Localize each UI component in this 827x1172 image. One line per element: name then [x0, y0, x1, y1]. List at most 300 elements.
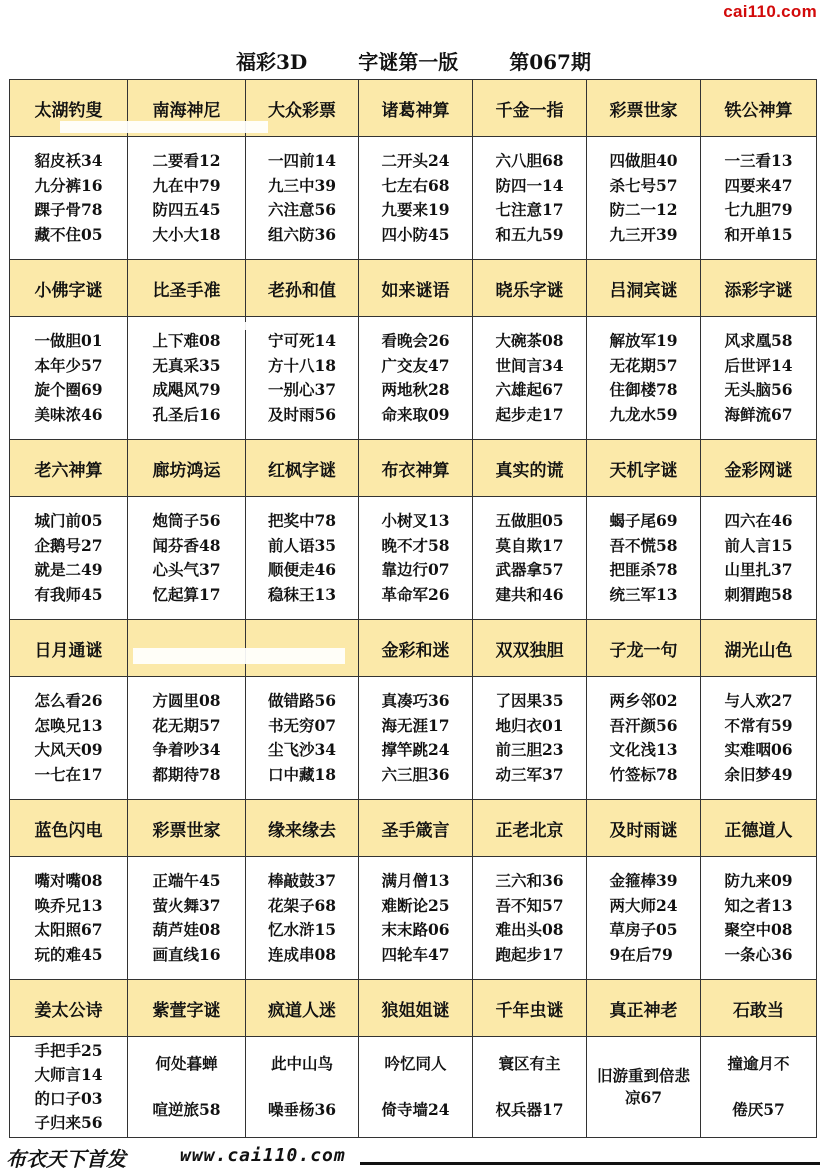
- riddle-line: 防四五45: [152, 200, 221, 219]
- riddle-lines: [34, 869, 102, 967]
- riddle-line: 难断论25: [381, 895, 450, 915]
- erased-mark: [210, 322, 358, 330]
- riddle-line: 小树叉13: [381, 511, 450, 530]
- riddle-line: 的口子03: [34, 1089, 103, 1108]
- riddle-line: 撞逾月不: [727, 1054, 790, 1073]
- riddle-line: 文化浅13: [609, 740, 678, 759]
- riddle-line: 不常有59: [724, 715, 793, 735]
- riddle-cell: [128, 137, 246, 260]
- riddle-line: 方圆里08: [152, 691, 221, 710]
- riddle-line: 一四前14: [267, 151, 337, 170]
- riddle-cell: [701, 497, 817, 620]
- riddle-line: 地归衣01: [495, 715, 564, 735]
- riddle-lines: [495, 329, 563, 427]
- riddle-cell: [10, 1037, 128, 1138]
- erased-mark: [133, 648, 345, 664]
- riddle-lines: [246, 1052, 358, 1122]
- riddle-lines: [473, 1052, 586, 1122]
- riddle-line: 貂皮袄34: [34, 151, 103, 170]
- riddle-cell: [701, 137, 817, 260]
- riddle-line: 都期待78: [152, 764, 221, 784]
- riddle-lines: [152, 509, 220, 607]
- riddle-grid: [9, 79, 817, 1138]
- column-title: 千金一指: [473, 80, 587, 137]
- column-title: 天机字谜: [587, 440, 701, 497]
- riddle-line: 权兵器17: [495, 1100, 564, 1119]
- riddle-lines: [381, 329, 449, 427]
- riddle-cell: [128, 857, 246, 980]
- riddle-cell: [587, 677, 701, 800]
- riddle-line: 和五九59: [495, 224, 564, 244]
- riddle-line: 太阳照67: [34, 920, 103, 939]
- riddle-line: 九龙水59: [609, 404, 678, 424]
- riddle-cell: [359, 1037, 473, 1138]
- riddle-line: 前三胆23: [495, 740, 564, 759]
- riddle-line: 吾不慌58: [609, 535, 678, 555]
- riddle-lines: [381, 689, 449, 787]
- riddle-line: 怎唤兄13: [34, 715, 103, 735]
- riddle-lines: [128, 1052, 245, 1122]
- riddle-line: 倚寺墙24: [381, 1100, 450, 1119]
- riddle-lines: [495, 689, 563, 787]
- title-issue: 第067期: [509, 50, 591, 74]
- footer: [0, 1140, 827, 1169]
- riddle-line: 连成串08: [267, 944, 337, 964]
- riddle-line: 建共和46: [495, 584, 564, 604]
- riddle-line: 前人语35: [267, 535, 337, 555]
- riddle-cell: [128, 677, 246, 800]
- column-title: 姜太公诗: [10, 980, 128, 1037]
- riddle-line: 企鹅号27: [34, 535, 103, 555]
- riddle-line: 9在后79: [609, 944, 673, 964]
- riddle-line: 杀七号57: [609, 175, 678, 195]
- riddle-line: 大风天09: [34, 740, 103, 759]
- header-row: [10, 800, 817, 857]
- riddle-line: 子归来56: [34, 1113, 103, 1132]
- riddle-line: 画直线16: [152, 944, 221, 964]
- footer-divider: [360, 1162, 820, 1165]
- header-row: [10, 260, 817, 317]
- riddle-line: 旧游重到倍悲凉67: [596, 1065, 690, 1107]
- riddle-line: 组六防36: [267, 224, 337, 244]
- riddle-cell: [359, 317, 473, 440]
- riddle-line: 藏不住05: [34, 224, 103, 244]
- riddle-line: 两乡邻02: [609, 691, 678, 710]
- page-title: [0, 46, 827, 75]
- riddle-row: [10, 677, 817, 800]
- riddle-lines: [268, 689, 336, 787]
- riddle-line: 真凑巧36: [381, 691, 450, 710]
- riddle-line: 命来取09: [381, 404, 450, 424]
- riddle-line: 玩的难45: [34, 944, 103, 964]
- riddle-lines: [495, 509, 563, 607]
- riddle-line: 革命军26: [381, 584, 450, 604]
- riddle-cell: [246, 137, 359, 260]
- riddle-line: 有我师45: [34, 584, 103, 604]
- riddle-line: 闻芬香48: [152, 535, 221, 555]
- column-title: 金彩和迷: [359, 620, 473, 677]
- riddle-line: 稳秣王13: [267, 584, 337, 604]
- riddle-line: 看晚会26: [381, 331, 450, 350]
- riddle-line: 旋个圈69: [34, 380, 103, 399]
- site-logo: cai110.com: [723, 2, 817, 21]
- riddle-lines: [724, 509, 792, 607]
- column-title: 双双独胆: [473, 620, 587, 677]
- riddle-line: 怎么看26: [34, 691, 103, 710]
- riddle-cell: [128, 497, 246, 620]
- riddle-line: 争着吵34: [152, 740, 221, 759]
- riddle-cell: [701, 857, 817, 980]
- riddle-line: 吾不知57: [495, 895, 564, 915]
- riddle-cell: [587, 497, 701, 620]
- riddle-line: 做错路56: [267, 691, 337, 710]
- riddle-lines: [609, 509, 677, 607]
- column-title: 晓乐字谜: [473, 260, 587, 317]
- riddle-line: 起步走17: [495, 404, 564, 424]
- header-row: [10, 620, 817, 677]
- riddle-cell: [473, 1037, 587, 1138]
- riddle-line: 山里扎37: [724, 560, 793, 579]
- riddle-cell: [473, 317, 587, 440]
- column-title: 缘来缘去: [246, 800, 359, 857]
- column-title: 正老北京: [473, 800, 587, 857]
- riddle-line: 此中山鸟: [270, 1054, 333, 1073]
- riddle-line: 与人欢27: [724, 691, 793, 710]
- riddle-line: 七左右68: [381, 175, 450, 195]
- riddle-line: 忆水浒15: [267, 920, 337, 939]
- column-title: 小佛字谜: [10, 260, 128, 317]
- riddle-line: 书无穷07: [267, 715, 337, 735]
- riddle-row: [10, 857, 817, 980]
- riddle-cell: [10, 137, 128, 260]
- riddle-line: 六注意56: [267, 200, 337, 219]
- riddle-line: 萤火舞37: [152, 895, 221, 915]
- riddle-lines: [724, 329, 792, 427]
- riddle-line: 动三军37: [495, 764, 564, 784]
- riddle-line: 上下难08: [152, 331, 221, 350]
- riddle-line: 唤乔兄13: [34, 895, 103, 915]
- riddle-line: 世间言34: [495, 355, 564, 375]
- riddle-lines: [152, 149, 220, 247]
- riddle-line: 一做胆01: [34, 331, 103, 350]
- column-title: 正德道人: [701, 800, 817, 857]
- riddle-line: 难出头08: [495, 920, 564, 939]
- column-title: 金彩网谜: [701, 440, 817, 497]
- riddle-cell: [359, 497, 473, 620]
- riddle-line: 后世评14: [724, 355, 793, 375]
- riddle-line: 无花期57: [609, 355, 678, 375]
- riddle-line: 花架子68: [267, 895, 337, 915]
- column-title: 南海神尼: [128, 80, 246, 137]
- riddle-line: 金箍棒39: [609, 871, 678, 890]
- riddle-line: 大碗茶08: [495, 331, 564, 350]
- riddle-line: 无真采35: [152, 355, 221, 375]
- riddle-line: 手把手25: [34, 1041, 103, 1060]
- riddle-line: 心头气37: [152, 560, 221, 579]
- riddle-lines: [495, 869, 563, 967]
- title-lottery: 福彩3D: [236, 50, 308, 74]
- riddle-line: 大小大18: [152, 224, 221, 244]
- riddle-cell: [246, 1037, 359, 1138]
- riddle-row-last: [10, 1037, 817, 1138]
- column-title: 疯道人迷: [246, 980, 359, 1037]
- riddle-row: [10, 497, 817, 620]
- riddle-lines: [34, 509, 102, 607]
- riddle-lines: [609, 869, 677, 967]
- riddle-line: 防九来09: [724, 871, 793, 890]
- riddle-lines: [381, 869, 449, 967]
- riddle-line: 二开头24: [381, 151, 450, 170]
- header-row: [10, 440, 817, 497]
- riddle-lines: [152, 329, 220, 427]
- riddle-lines: [724, 869, 792, 967]
- column-title: 添彩字谜: [701, 260, 817, 317]
- riddle-lines: [359, 1052, 472, 1122]
- riddle-lines: [34, 1039, 102, 1135]
- riddle-line: 七注意17: [495, 200, 564, 219]
- riddle-cell: [128, 317, 246, 440]
- column-title: 老孙和值: [246, 260, 359, 317]
- riddle-line: 吾汗颜56: [609, 715, 678, 735]
- riddle-line: 及时雨56: [267, 404, 337, 424]
- riddle-line: 二要看12: [152, 151, 221, 170]
- riddle-cell: [246, 857, 359, 980]
- riddle-lines: [152, 869, 220, 967]
- riddle-line: 美味浓46: [34, 404, 103, 424]
- riddle-line: 一七在17: [34, 764, 103, 784]
- riddle-cell: [10, 677, 128, 800]
- riddle-line: 防四一14: [495, 175, 564, 195]
- title-edition: 字谜第一版: [358, 50, 459, 74]
- riddle-line: 踝子骨78: [34, 200, 103, 219]
- riddle-line: 九在中79: [152, 175, 221, 195]
- riddle-line: 满月僧13: [381, 871, 450, 890]
- riddle-line: 实难咽06: [724, 740, 793, 759]
- riddle-line: 大师言14: [34, 1065, 103, 1084]
- riddle-lines: [268, 509, 336, 607]
- riddle-line: 武器拿57: [495, 560, 564, 579]
- column-title: 红枫字谜: [246, 440, 359, 497]
- riddle-line: 莫自欺17: [495, 535, 564, 555]
- riddle-cell: [359, 137, 473, 260]
- riddle-line: 喧逆旅58: [152, 1100, 221, 1119]
- riddle-cell: [701, 1037, 817, 1138]
- riddle-line: 住御楼78: [609, 380, 678, 399]
- column-title: 子龙一句: [587, 620, 701, 677]
- riddle-lines: [609, 149, 677, 247]
- riddle-line: 噪垂杨36: [267, 1100, 337, 1119]
- riddle-line: 把奖中78: [267, 511, 337, 530]
- riddle-lines: [381, 509, 449, 607]
- riddle-cell: [587, 1037, 701, 1138]
- riddle-cell: [473, 857, 587, 980]
- column-title: 吕洞宾谜: [587, 260, 701, 317]
- riddle-lines: [152, 689, 220, 787]
- riddle-line: 九三开39: [609, 224, 678, 244]
- riddle-line: 草房子05: [609, 920, 678, 939]
- riddle-cell: [10, 857, 128, 980]
- riddle-line: 城门前05: [34, 511, 103, 530]
- column-title: 真正神老: [587, 980, 701, 1037]
- riddle-line: 忆起算17: [152, 584, 221, 604]
- riddle-line: 一三看13: [724, 151, 793, 170]
- riddle-cell: [10, 317, 128, 440]
- riddle-cell: [473, 497, 587, 620]
- riddle-line: 六三胆36: [381, 764, 450, 784]
- column-title: 彩票世家: [587, 80, 701, 137]
- column-title: 太湖钓叟: [10, 80, 128, 137]
- riddle-lines: [609, 689, 677, 787]
- riddle-line: 竹签标78: [609, 764, 678, 784]
- column-title: 布衣神算: [359, 440, 473, 497]
- riddle-line: 口中藏18: [267, 764, 337, 784]
- riddle-line: 四轮车47: [381, 944, 450, 964]
- footer-brand: 布衣天下首发: [6, 1149, 126, 1171]
- riddle-line: 棒敲鼓37: [267, 871, 337, 890]
- riddle-line: 成飓风79: [152, 380, 221, 399]
- riddle-cell: [128, 1037, 246, 1138]
- riddle-line: 前人言15: [724, 535, 793, 555]
- column-title: 紫萱字谜: [128, 980, 246, 1037]
- riddle-line: 解放军19: [609, 331, 678, 350]
- riddle-line: 末末路06: [381, 920, 450, 939]
- riddle-line: 晚不才58: [381, 535, 450, 555]
- riddle-line: 嘴对嘴08: [34, 871, 103, 890]
- riddle-lines: [34, 689, 102, 787]
- riddle-lines: [701, 1052, 816, 1122]
- riddle-line: 两大师24: [609, 895, 678, 915]
- riddle-lines: [34, 149, 102, 247]
- column-title: 大众彩票: [246, 80, 359, 137]
- column-title: 老六神算: [10, 440, 128, 497]
- riddle-line: 四小防45: [381, 224, 450, 244]
- riddle-lines: [268, 149, 336, 247]
- riddle-cell: [587, 317, 701, 440]
- riddle-line: 孔圣后16: [152, 404, 221, 424]
- riddle-cell: [246, 317, 359, 440]
- column-title: 廊坊鸿运: [128, 440, 246, 497]
- column-title: 石敢当: [701, 980, 817, 1037]
- riddle-lines: [34, 329, 102, 427]
- column-title: 日月通谜: [10, 620, 128, 677]
- riddle-line: 风求凰58: [724, 331, 793, 350]
- column-title: 真实的谎: [473, 440, 587, 497]
- riddle-line: 无头脑56: [724, 380, 793, 399]
- footer-url[interactable]: www.cai110.com: [180, 1145, 346, 1166]
- riddle-line: 九三中39: [267, 175, 337, 195]
- riddle-cell: [473, 137, 587, 260]
- riddle-line: 尘飞沙34: [267, 740, 337, 759]
- riddle-cell: [701, 677, 817, 800]
- riddle-line: 靠边行07: [381, 560, 450, 579]
- riddle-line: 统三军13: [609, 584, 678, 604]
- riddle-line: 海鲜流67: [724, 404, 793, 424]
- riddle-line: 一别心37: [267, 380, 337, 399]
- riddle-row: [10, 137, 817, 260]
- riddle-line: 正端午45: [152, 871, 221, 890]
- column-title: 及时雨谜: [587, 800, 701, 857]
- riddle-line: 葫芦娃08: [152, 920, 221, 939]
- riddle-line: 九要来19: [381, 200, 450, 219]
- riddle-cell: [246, 677, 359, 800]
- riddle-lines: [724, 149, 792, 247]
- riddle-line: 三六和36: [495, 871, 564, 890]
- riddle-cell: [10, 497, 128, 620]
- header-row: [10, 980, 817, 1037]
- riddle-lines: [609, 329, 677, 427]
- column-title: 湖光山色: [701, 620, 817, 677]
- riddle-line: 跑起步17: [495, 944, 564, 964]
- riddle-lines: [381, 149, 449, 247]
- riddle-lines: [495, 149, 563, 247]
- riddle-line: 方十八18: [267, 355, 337, 375]
- riddle-line: 防二一12: [609, 200, 678, 219]
- riddle-line: 炮筒子56: [152, 511, 221, 530]
- riddle-cell: [701, 317, 817, 440]
- riddle-lines: [268, 329, 336, 427]
- column-title: 如来谜语: [359, 260, 473, 317]
- riddle-line: 一条心36: [724, 944, 793, 964]
- riddle-line: 吟忆同人: [384, 1054, 447, 1073]
- column-title: 彩票世家: [128, 800, 246, 857]
- column-title: 铁公神算: [701, 80, 817, 137]
- riddle-line: 七九胆79: [724, 200, 793, 219]
- riddle-line: 五做胆05: [495, 511, 564, 530]
- column-title: 比圣手准: [128, 260, 246, 317]
- riddle-line: 了因果35: [495, 691, 564, 710]
- riddle-line: 海无涯17: [381, 715, 450, 735]
- riddle-row: [10, 317, 817, 440]
- riddle-line: 四六在46: [724, 511, 793, 530]
- riddle-line: 六雄起67: [495, 380, 564, 399]
- riddle-cell: [473, 677, 587, 800]
- riddle-line: 撑竿跳24: [381, 740, 450, 759]
- riddle-line: 广交友47: [381, 355, 450, 375]
- riddle-cell: [359, 857, 473, 980]
- column-title: 狼姐姐谜: [359, 980, 473, 1037]
- riddle-line: 倦厌57: [732, 1100, 785, 1119]
- riddle-line: 知之者13: [724, 895, 793, 915]
- riddle-line: 六八胆68: [495, 151, 564, 170]
- riddle-line: 两地秋28: [381, 380, 450, 399]
- riddle-line: 和开单15: [724, 224, 793, 244]
- riddle-line: 本年少57: [34, 355, 103, 375]
- riddle-line: 九分裤16: [34, 175, 103, 195]
- riddle-lines: [724, 689, 792, 787]
- column-title: 千年虫谜: [473, 980, 587, 1037]
- column-title: 蓝色闪电: [10, 800, 128, 857]
- column-title: 诸葛神算: [359, 80, 473, 137]
- riddle-cell: [359, 677, 473, 800]
- riddle-line: 聚空中08: [724, 920, 793, 939]
- riddle-line: 蝎子尾69: [609, 511, 678, 530]
- riddle-line: 刺猬跑58: [724, 584, 793, 604]
- riddle-cell: [587, 137, 701, 260]
- riddle-cell: [587, 857, 701, 980]
- riddle-lines: [268, 869, 336, 967]
- riddle-line: 四要来47: [724, 175, 793, 195]
- riddle-line: 花无期57: [152, 715, 221, 735]
- riddle-cell: [246, 497, 359, 620]
- riddle-line: 寰区有主: [498, 1054, 561, 1073]
- riddle-line: 顺便走46: [267, 560, 337, 579]
- erased-mark: [60, 121, 268, 133]
- riddle-line: 何处暮蝉: [155, 1054, 218, 1073]
- riddle-line: 四做胆40: [609, 151, 678, 170]
- riddle-line: 就是二49: [34, 560, 103, 579]
- column-title: 圣手箴言: [359, 800, 473, 857]
- riddle-line: 把匪杀78: [609, 560, 678, 579]
